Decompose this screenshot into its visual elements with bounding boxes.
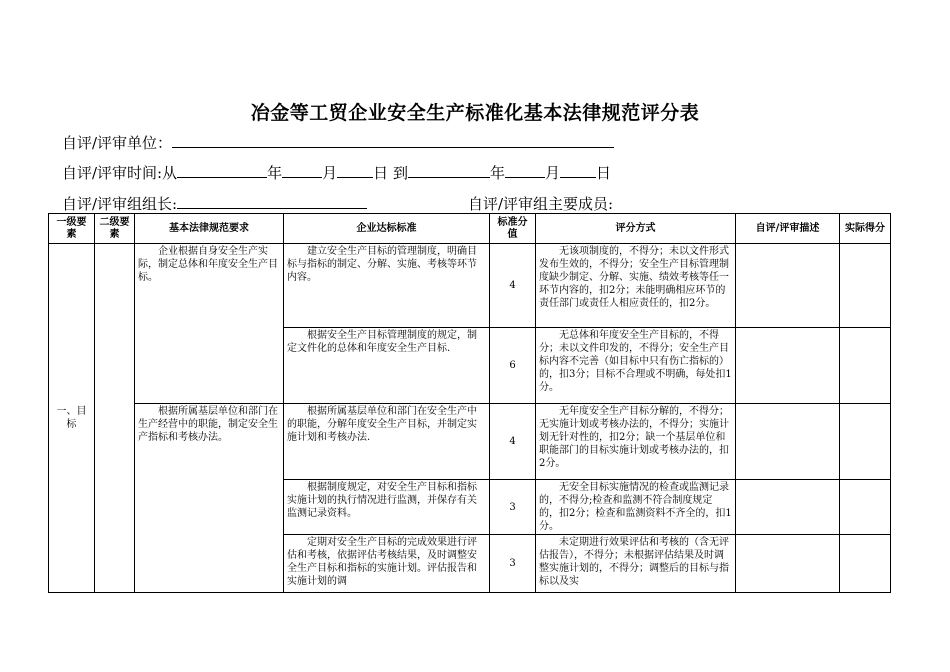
law-cell: 企业根据自身安全生产实际，制定总体和年度安全生产目标。: [135, 244, 284, 404]
to-year-field[interactable]: [408, 163, 490, 178]
review-time-label: 自评/评审时间:从: [62, 164, 178, 182]
header-law: 基本法律规范要求: [135, 214, 284, 244]
method-cell: 无该项制度的，不得分；未以文件形式发布生效的，不得分；安全生产目标管理制度缺少制定、分解、实施、绩效考核等任一环节内容的，扣2分；未能明确相应环节的责任部门或责任人相应责任的，扣2分。: [536, 244, 736, 328]
desc-cell[interactable]: [736, 404, 840, 480]
review-time-line: [62, 162, 611, 183]
actual-score-cell[interactable]: [840, 535, 891, 593]
desc-cell[interactable]: [736, 328, 840, 404]
score-cell: 4: [490, 244, 536, 328]
header-level1: 一级要素: [49, 214, 95, 244]
to-month-field[interactable]: [505, 163, 545, 178]
from-month-field[interactable]: [282, 163, 322, 178]
review-members-line: [468, 193, 613, 214]
month-label: 月: [322, 164, 338, 182]
from-day-field[interactable]: [337, 163, 373, 178]
actual-score-cell[interactable]: [840, 328, 891, 404]
score-cell: 3: [490, 535, 536, 593]
to-day-field[interactable]: [560, 163, 596, 178]
desc-cell[interactable]: [736, 480, 840, 535]
standard-cell: 根据安全生产目标管理制度的规定，制定文件化的总体和年度安全生产目标.: [284, 328, 490, 404]
element1-label: 一、目标: [56, 406, 87, 430]
method-cell: 无安全目标实施情况的检查或监测记录的，不得分;检查和监测不符合制度规定的，扣2分；检查和监测资料不齐全的，扣1分。: [536, 480, 736, 535]
standard-cell: 建立安全生产目标的管理制度，明确目标与指标的制定、分解、实施、考核等环节内容。: [284, 244, 490, 328]
leader-label: 自评/评审组组长:: [62, 195, 178, 213]
method-cell: [536, 535, 736, 593]
score-cell: 6: [490, 328, 536, 404]
actual-score-cell[interactable]: [840, 480, 891, 535]
desc-cell[interactable]: [736, 244, 840, 328]
desc-cell[interactable]: [736, 535, 840, 593]
to-label: 到: [392, 164, 408, 182]
header-level2: 二级要素: [95, 214, 135, 244]
header-score: 标准分值: [490, 214, 536, 244]
standard-cell: 根据制度规定，对安全生产目标和指标实施计划的执行情况进行监测，并保存有关监测记录资料。: [284, 480, 490, 535]
element2-cell: [95, 244, 135, 593]
method-text: 未定期进行效果评估和考核的（含无评估报告），不得分；未根据评估结果及时调整实施计划的，不得分；调整后的目标与指标以及实: [539, 537, 729, 586]
method-cell: 无总体和年度安全生产目标的，不得分；未以文件印发的，不得分；安全生产目标内容不完善（如目标中只有伤亡指标的）的，扣3分；目标不合理或不明确，每处扣1分。: [536, 328, 736, 404]
actual-score-cell[interactable]: [840, 404, 891, 480]
score-table: [48, 213, 891, 593]
score-cell: 3: [490, 480, 536, 535]
month-label-2: 月: [544, 164, 560, 182]
day-label-2: 日: [595, 164, 611, 182]
header-standard: 企业达标标准: [284, 214, 490, 244]
element1-cell: [49, 244, 95, 593]
header-desc: 自评/评审描述: [736, 214, 840, 244]
table-row: [49, 244, 891, 328]
review-unit-field[interactable]: [172, 133, 614, 148]
score-cell: 4: [490, 404, 536, 480]
leader-field[interactable]: [177, 194, 367, 209]
year-label: 年: [267, 164, 283, 182]
from-year-field[interactable]: [177, 163, 267, 178]
review-unit-line: [62, 132, 614, 153]
header-method: 评分方式: [536, 214, 736, 244]
review-unit-label: 自评/评审单位：: [62, 134, 173, 152]
page-title: 冶金等工贸企业安全生产标准化基本法律规范评分表: [250, 102, 700, 124]
review-leader-line: [62, 193, 367, 214]
header-actual: 实际得分: [840, 214, 891, 244]
table-row: [49, 404, 891, 480]
method-cell: 无年度安全生产目标分解的，不得分；无实施计划或考核办法的，不得分；实施计划无针对性的，扣2分；缺一个基层单位和职能部门的目标实施计划或考核办法的，扣2分。: [536, 404, 736, 480]
actual-score-cell[interactable]: [840, 244, 891, 328]
year-label-2: 年: [489, 164, 505, 182]
day-label: 日: [373, 164, 389, 182]
standard-cell: 根据所属基层单位和部门在安全生产中的职能，分解年度安全生产目标，并制定实施计划和考核办法.: [284, 404, 490, 480]
standard-text: 定期对安全生产目标的完成效果进行评估和考核，依据评估考核结果，及时调整安全生产目标和指标的实施计划。评估报告和实施计划的调: [287, 537, 477, 586]
law-cell: 根据所属基层单位和部门在生产经营中的职能，制定安全生产指标和考核办法。: [135, 404, 284, 593]
members-label: 自评/评审组主要成员:: [468, 195, 614, 213]
standard-cell: [284, 535, 490, 593]
header-row: [49, 214, 891, 244]
